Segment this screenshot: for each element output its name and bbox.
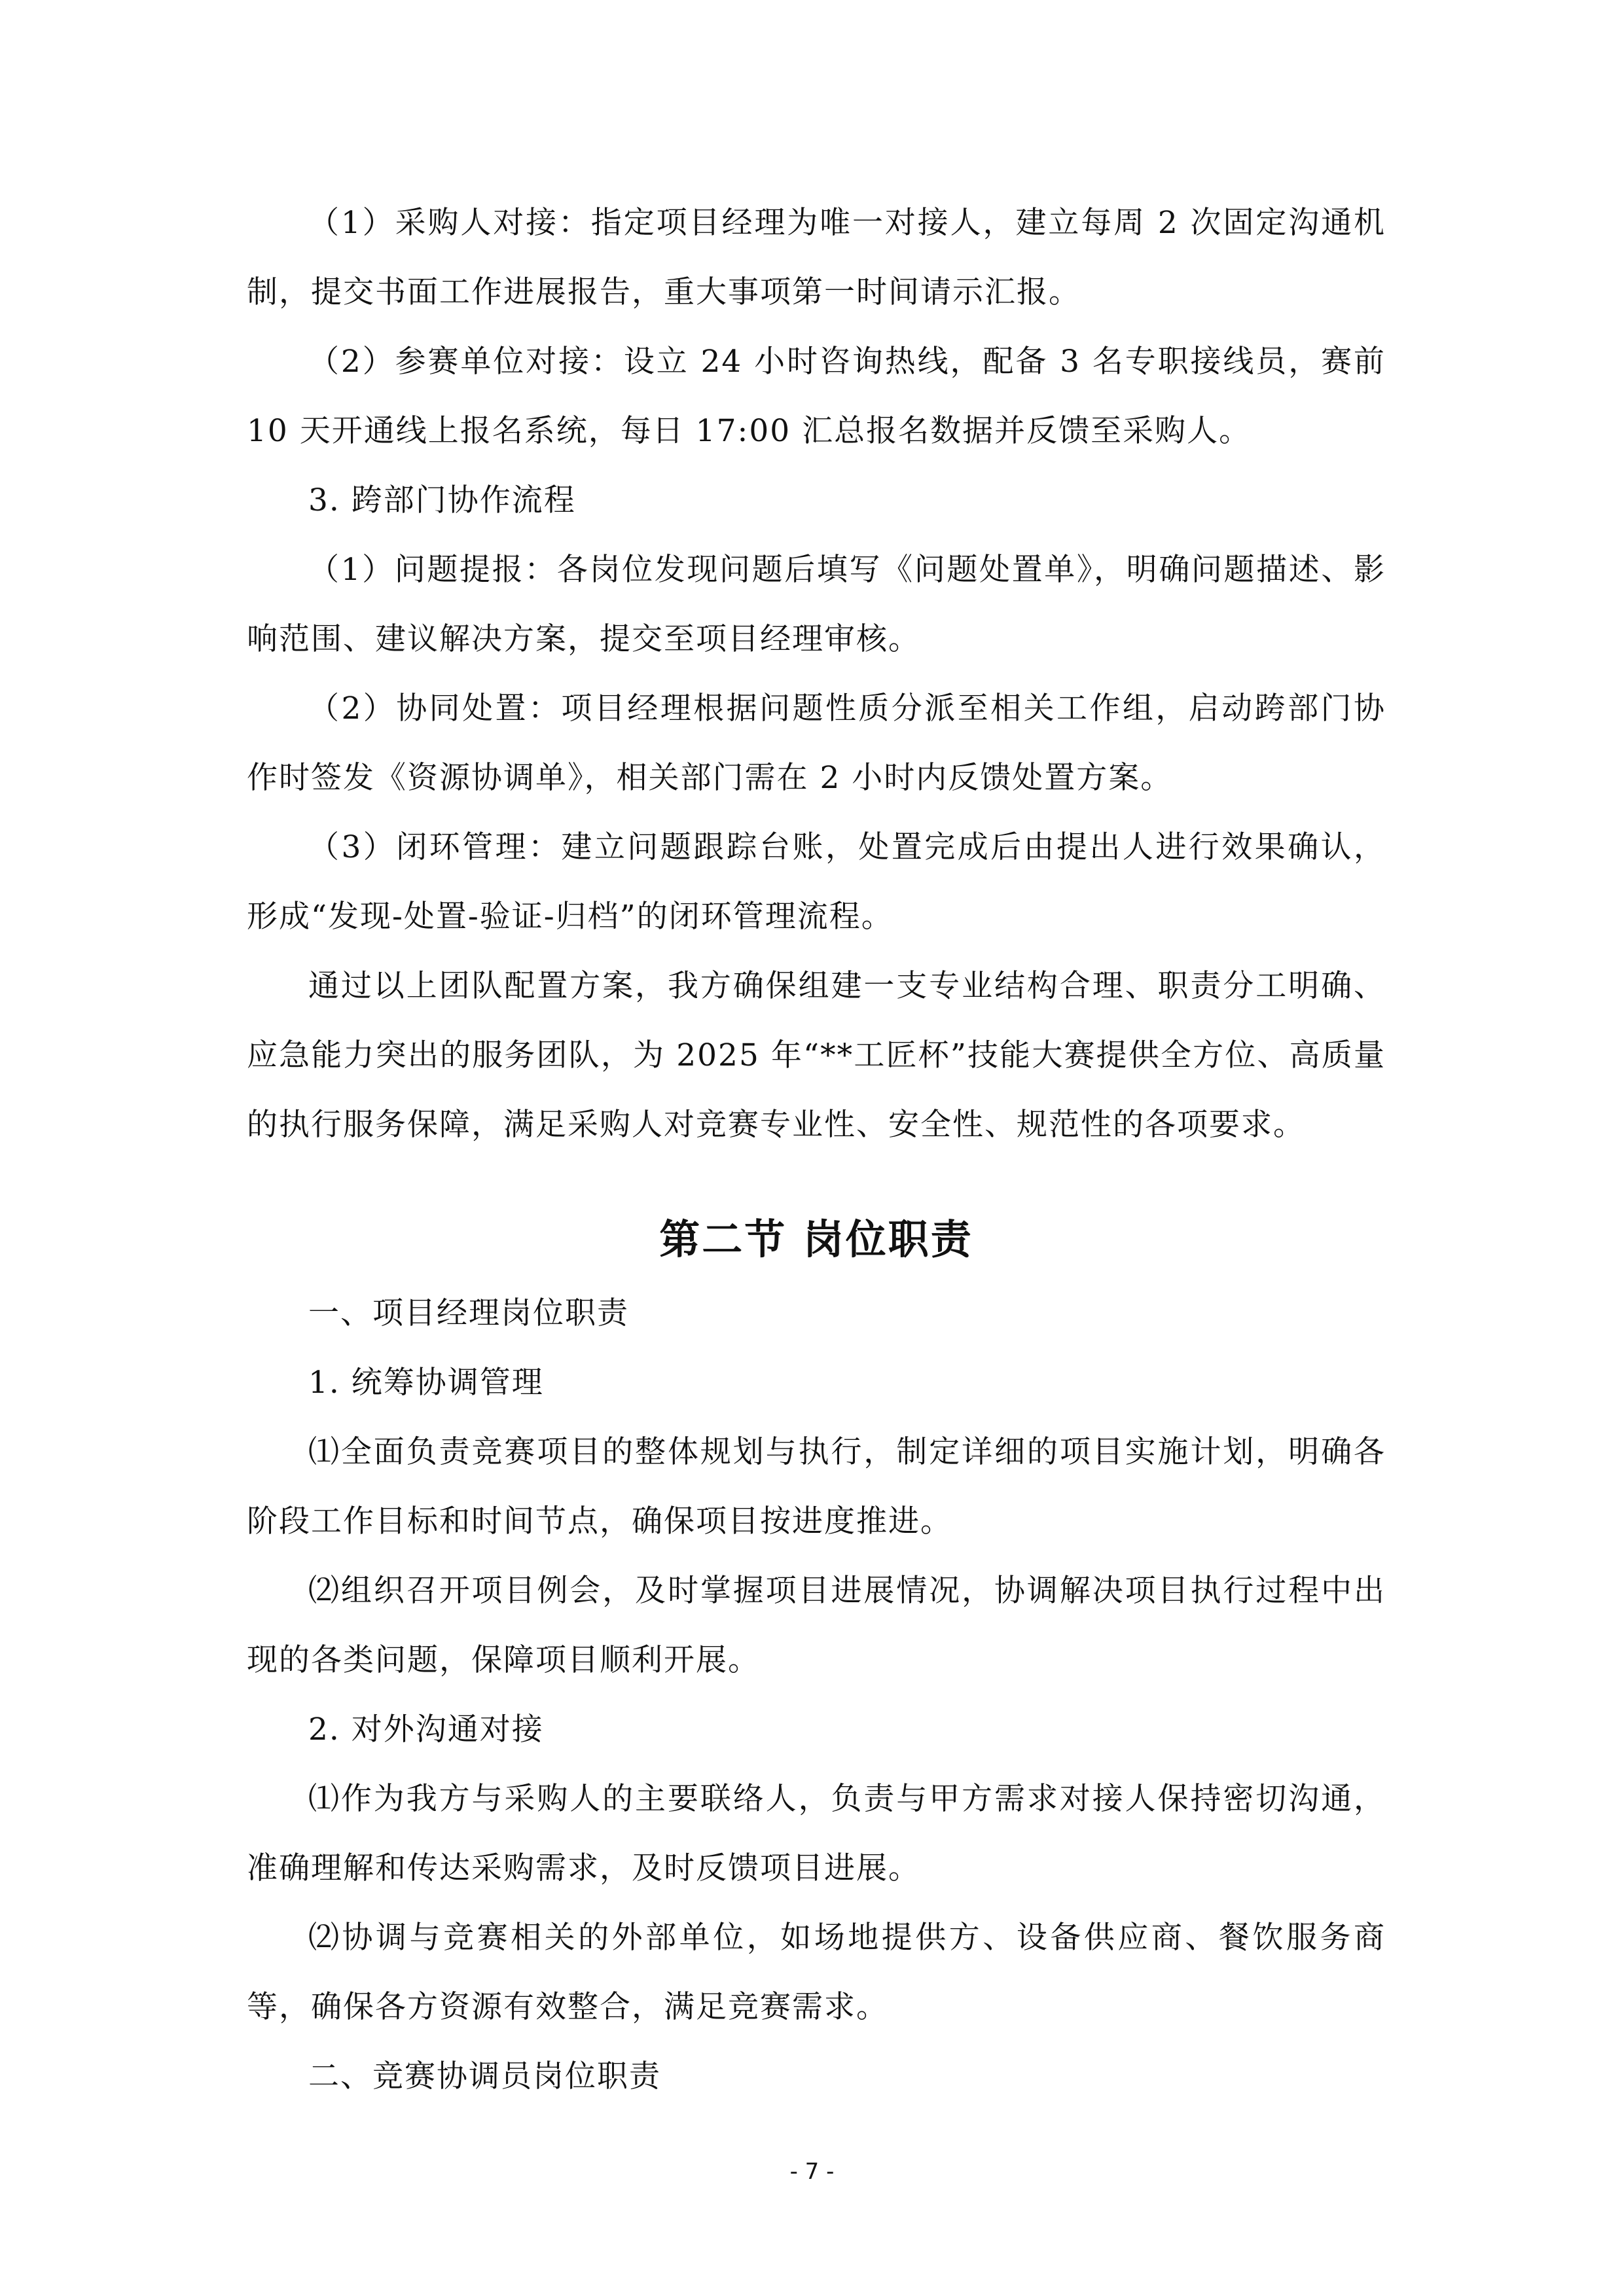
paragraph-issue-report: （1）问题提报：各岗位发现问题后填写《问题处置单》，明确问题描述、影响范围、建议解决方案，提交至项目经理审核。 (247, 552, 1386, 657)
paragraph-joint-handling: （2）协同处置：项目经理根据问题性质分派至相关工作组，启动跨部门协作时签发《资源协调单》，相关部门需在 2 小时内反馈处置方案。 (247, 691, 1386, 796)
subheading-cross-department: 3. 跨部门协作流程 (308, 482, 576, 518)
paragraph-closed-loop: （3）闭环管理：建立问题跟踪台账，处置完成后由提出人进行效果确认，形成“发现-处置-验证-归档”的闭环管理流程。 (247, 829, 1386, 935)
page-number: - 7 - (789, 2159, 835, 2185)
paragraph-participant-liaison: （2）参赛单位对接：设立 24 小时咨询热线，配备 3 名专职接线员，赛前 10 天开通线上报名系统，每日 17:00 汇总报名数据并反馈至采购人。 (247, 344, 1386, 449)
paragraph-communication-1: ⑴作为我方与采购人的主要联络人，负责与甲方需求对接人保持密切沟通，准确理解和传达采购需求，及时反馈项目进展。 (247, 1781, 1386, 1886)
section-title: 第二节 岗位职责 (659, 1215, 973, 1263)
paragraph-purchaser-liaison: （1）采购人对接：指定项目经理为唯一对接人，建立每周 2 次固定沟通机制，提交书面工作进展报告，重大事项第一时间请示汇报。 (247, 205, 1386, 310)
paragraph-coordination-1: ⑴全面负责竞赛项目的整体规划与执行，制定详细的项目实施计划，明确各阶段工作目标和时间节点，确保项目按进度推进。 (247, 1434, 1386, 1539)
heading-competition-coordinator: 二、竞赛协调员岗位职责 (308, 2058, 661, 2094)
subheading-coordination: 1. 统筹协调管理 (308, 1365, 544, 1401)
paragraph-coordination-2: ⑵组织召开项目例会，及时掌握项目进展情况，协调解决项目执行过程中出现的各类问题，保障项目顺利开展。 (247, 1573, 1386, 1678)
paragraph-communication-2: ⑵协调与竞赛相关的外部单位，如场地提供方、设备供应商、餐饮服务商等，确保各方资源有效整合，满足竞赛需求。 (247, 1920, 1386, 2025)
heading-project-manager: 一、项目经理岗位职责 (308, 1295, 629, 1331)
subheading-external-communication: 2. 对外沟通对接 (308, 1712, 544, 1748)
paragraph-summary: 通过以上团队配置方案，我方确保组建一支专业结构合理、职责分工明确、应急能力突出的服务团队，为 2025 年“**工匠杯”技能大赛提供全方位、高质量的执行服务保障，满足采购人对竞赛专业性、安全性、规范性的各项要求。 (247, 968, 1386, 1143)
document-page (247, 188, 1386, 2111)
